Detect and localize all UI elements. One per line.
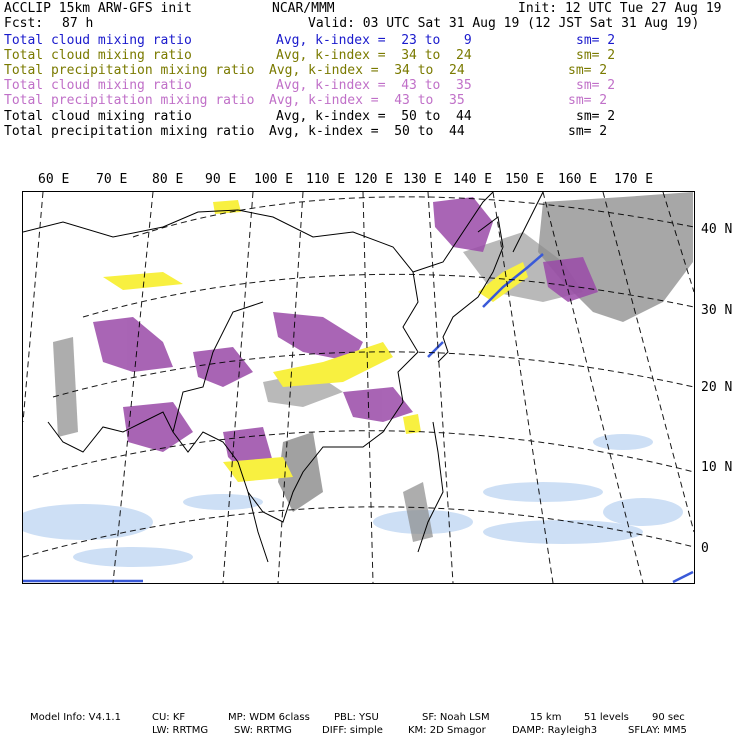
lat-label-30n: 30 N xyxy=(701,303,733,318)
lon-label-150e: 150 E xyxy=(505,172,545,187)
lon-label-140e: 140 E xyxy=(453,172,493,187)
lon-label-120e: 120 E xyxy=(354,172,394,187)
footer-damp: DAMP: Rayleigh3 xyxy=(512,725,598,736)
legend-sm-3: sm= 2 xyxy=(568,63,608,78)
legend-field-1: Total cloud mixing ratio xyxy=(4,33,192,48)
legend-sm-6: sm= 2 xyxy=(576,109,616,124)
legend-sm-7: sm= 2 xyxy=(568,124,608,139)
legend-sm-2: sm= 2 xyxy=(576,48,616,63)
footer-sflay: SFLAY: MM5 xyxy=(628,725,687,736)
map-canvas xyxy=(23,192,694,583)
lat-label-10n: 10 N xyxy=(701,460,733,475)
lon-label-90e: 90 E xyxy=(205,172,237,187)
footer-km: KM: 2D Smagor xyxy=(408,725,486,736)
map-panel xyxy=(22,191,695,584)
legend-field-5: Total precipitation mixing ratio xyxy=(4,93,255,108)
legend-sm-4: sm= 2 xyxy=(576,78,616,93)
footer-lw: LW: RRTMG xyxy=(152,725,209,736)
lon-label-160e: 160 E xyxy=(558,172,598,187)
legend-avg-2: Avg, k-index = 34 to 24 xyxy=(276,48,472,63)
legend-field-4: Total cloud mixing ratio xyxy=(4,78,192,93)
footer-timestep: 90 sec xyxy=(652,712,685,723)
legend-sm-1: sm= 2 xyxy=(576,33,616,48)
legend-field-3: Total precipitation mixing ratio xyxy=(4,63,255,78)
init-time: Init: 12 UTC Tue 27 Aug 19 xyxy=(518,1,722,16)
legend-field-6: Total cloud mixing ratio xyxy=(4,109,192,124)
footer-resolution: 15 km xyxy=(530,712,562,723)
legend-sm-5: sm= 2 xyxy=(568,93,608,108)
valid-time: Valid: 03 UTC Sat 31 Aug 19 (12 JST Sat 31 Aug 19) xyxy=(308,16,700,31)
footer-diff: DIFF: simple xyxy=(322,725,383,736)
footer-pbl: PBL: YSU xyxy=(334,712,379,723)
fcst-label: Fcst: xyxy=(4,16,44,31)
footer-cu: CU: KF xyxy=(152,712,186,723)
legend-field-7: Total precipitation mixing ratio xyxy=(4,124,255,139)
lat-label-20n: 20 N xyxy=(701,380,733,395)
lon-label-70e: 70 E xyxy=(96,172,128,187)
legend-avg-4: Avg, k-index = 43 to 35 xyxy=(276,78,472,93)
footer-mp: MP: WDM 6class xyxy=(228,712,310,723)
legend-avg-6: Avg, k-index = 50 to 44 xyxy=(276,109,472,124)
lon-label-100e: 100 E xyxy=(254,172,294,187)
legend-avg-1: Avg, k-index = 23 to 9 xyxy=(276,33,472,48)
footer-sw: SW: RRTMG xyxy=(234,725,292,736)
legend-field-2: Total cloud mixing ratio xyxy=(4,48,192,63)
lon-label-60e: 60 E xyxy=(38,172,70,187)
fcst-value: 87 h xyxy=(62,16,94,31)
light-cloud-layer xyxy=(23,434,683,567)
footer-levels: 51 levels xyxy=(584,712,629,723)
legend-avg-7: Avg, k-index = 50 to 44 xyxy=(269,124,465,139)
legend-avg-3: Avg, k-index = 34 to 24 xyxy=(269,63,465,78)
lon-label-110e: 110 E xyxy=(306,172,346,187)
plot-title: ACCLIP 15km ARW-GFS init xyxy=(4,1,192,16)
lat-label-40n: 40 N xyxy=(701,222,733,237)
footer-sf: SF: Noah LSM xyxy=(422,712,490,723)
lon-label-170e: 170 E xyxy=(614,172,654,187)
lat-label-0: 0 xyxy=(701,541,709,556)
lon-label-130e: 130 E xyxy=(403,172,443,187)
center-label: NCAR/MMM xyxy=(272,1,335,16)
lon-label-80e: 80 E xyxy=(152,172,184,187)
footer-model-info: Model Info: V4.1.1 xyxy=(30,712,121,723)
legend-avg-5: Avg, k-index = 43 to 35 xyxy=(269,93,465,108)
